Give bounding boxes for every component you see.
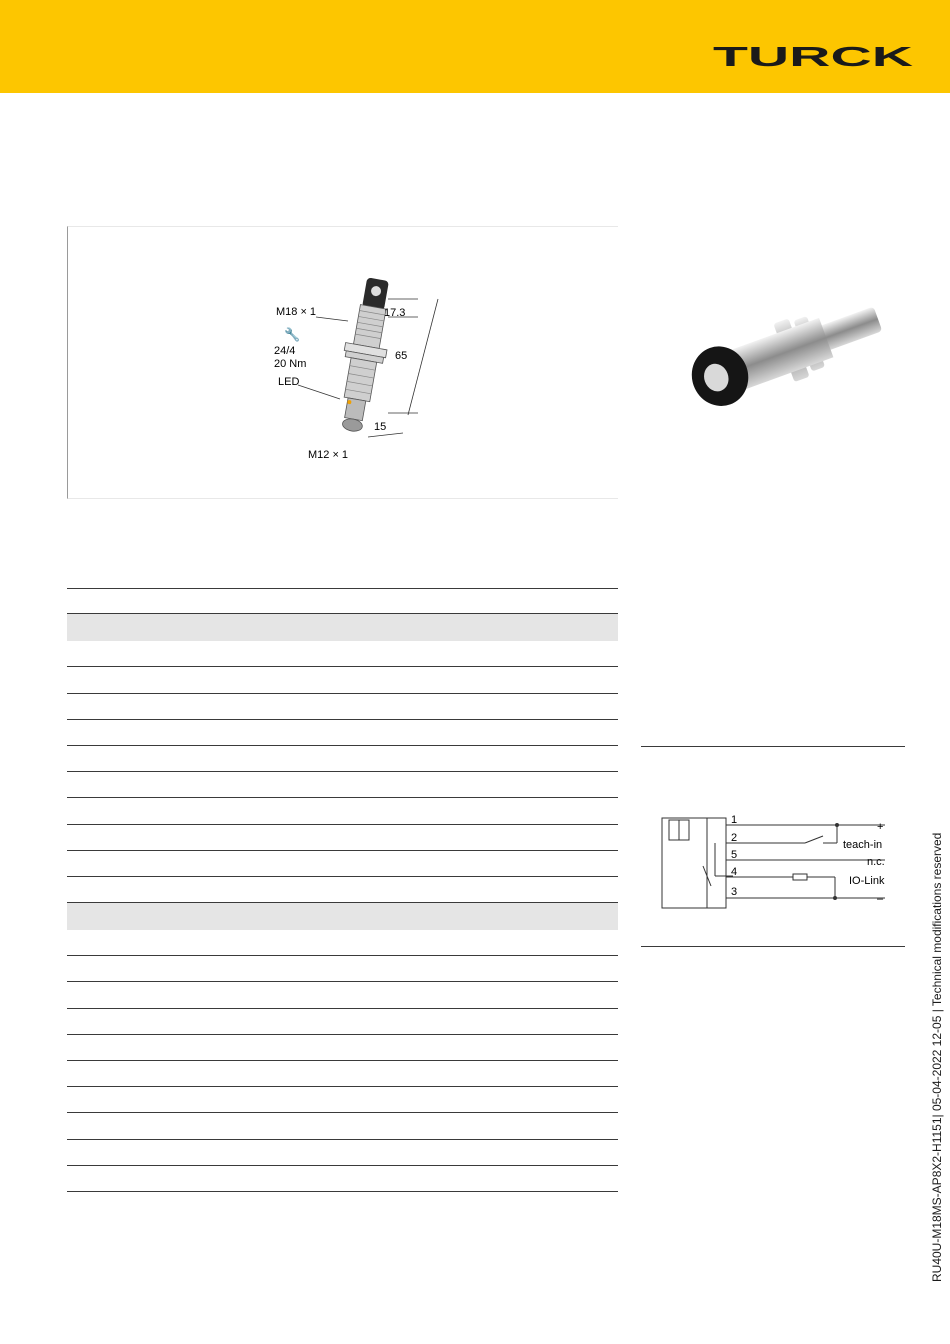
table-row: [67, 1113, 618, 1139]
table-row: [67, 746, 618, 772]
thread-bottom-label: M12 × 1: [308, 449, 349, 461]
plus-label: +: [877, 821, 884, 833]
table-section-header: [67, 903, 618, 930]
table-row: [67, 1061, 618, 1087]
minus-label: –: [877, 893, 884, 905]
pin-1-label: 1: [731, 814, 738, 826]
dim-length-label: 65: [395, 350, 408, 362]
teach-in-label: teach-in: [843, 839, 883, 851]
table-row: [67, 588, 618, 614]
table-row: [67, 1140, 618, 1166]
dim-connector-label: 15: [374, 421, 387, 433]
dimension-drawing-box: [67, 226, 618, 499]
thread-top-label: M18 × 1: [276, 306, 317, 318]
io-link-label: IO-Link: [849, 875, 885, 887]
technical-data-table: [67, 588, 618, 1192]
table-section-header: [67, 614, 618, 641]
sidebar-footer-text: RU40U-M18MS-AP8X2-H1151| 05-04-2022 12-05 | Technical modifications reserved: [930, 832, 944, 1282]
dim-top-label: 17.3: [384, 307, 406, 319]
table-row: [67, 720, 618, 746]
pin-2-label: 2: [731, 832, 738, 844]
torque-line-1: 24/4: [274, 345, 296, 357]
table-row: [67, 694, 618, 720]
wiring-divider-top: [641, 746, 905, 747]
table-row: [67, 667, 618, 693]
wrench-icon: 🔧: [284, 327, 301, 342]
dimension-drawing: [268, 277, 468, 477]
product-photo: [675, 290, 905, 420]
wiring-divider-bottom: [641, 946, 905, 947]
table-row: [67, 956, 618, 982]
table-row: [67, 641, 618, 667]
table-row: [67, 1035, 618, 1061]
table-row: [67, 798, 618, 824]
wiring-diagram: [655, 808, 895, 913]
pin-4-label: 4: [731, 866, 738, 878]
table-row: [67, 982, 618, 1008]
torque-line-2: 20 Nm: [274, 358, 307, 370]
table-row: [67, 1087, 618, 1113]
table-row: [67, 825, 618, 851]
table-row: [67, 772, 618, 798]
table-row: [67, 1166, 618, 1192]
table-row: [67, 930, 618, 956]
pin-3-label: 3: [731, 886, 738, 898]
turck-logo: [712, 44, 915, 68]
table-row: [67, 1009, 618, 1035]
table-row: [67, 877, 618, 903]
table-row: [67, 851, 618, 877]
logo-text: TURCK: [713, 44, 913, 68]
led-label: LED: [278, 376, 300, 388]
nc-label: n.c.: [867, 856, 885, 868]
page-header: [0, 0, 950, 93]
pin-5-label: 5: [731, 849, 738, 861]
